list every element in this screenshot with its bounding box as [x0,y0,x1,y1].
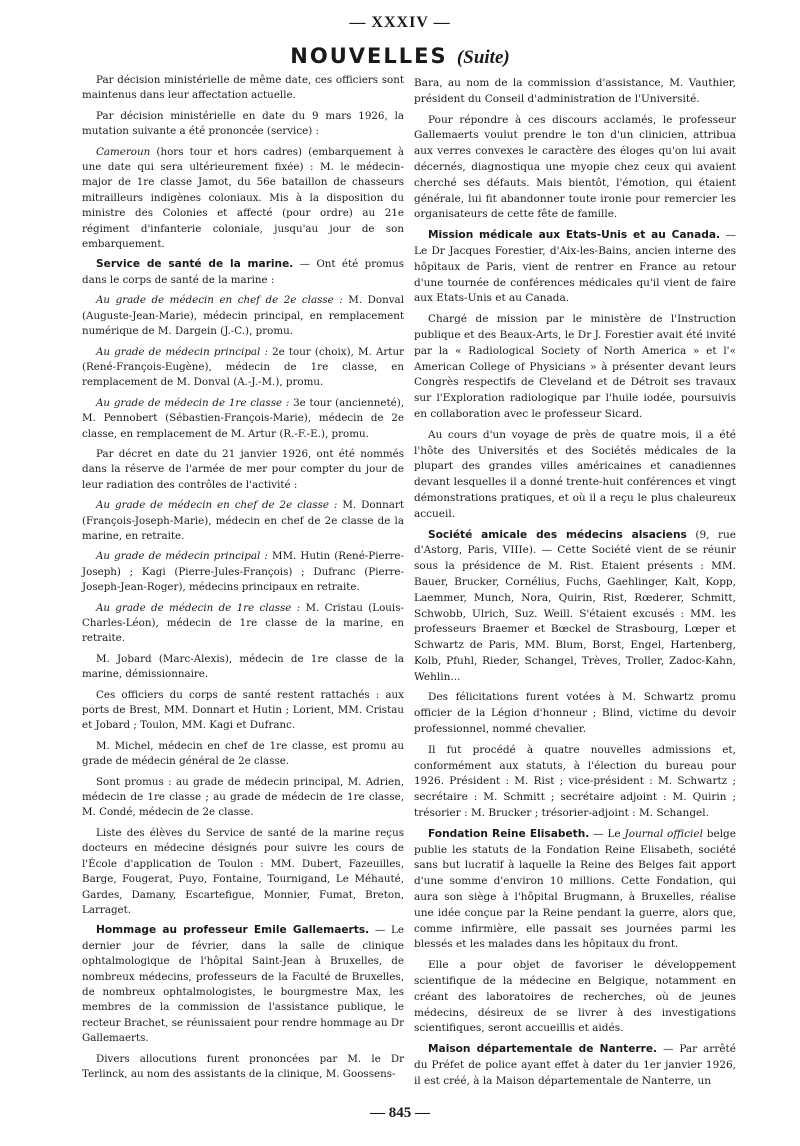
paragraph: Pour répondre à ces discours acclamés, le professeur Gallemaerts voulut prendre le ton d'un clinicien, attribua aux verres convexes le caractère des éloges qu'on lui avait décernés, diagnostiqua une myopie chez ceux qui avaient cherché ses défauts. Mais bientôt, l'émotion, qui étaient générale, lui fit abandonner toute ironie pour remercier les organisateurs de cette fête de famille. [414,113,736,221]
grade-label: Au grade de médecin principal : [96,345,268,358]
page-title [0,44,800,69]
paragraph: Bara, au nom de la commission d'assistance, M. Vauthier, président du Conseil d'administration de l'Université. [414,77,736,105]
section-paragraph: Mission médicale aux Etats-Unis et au Canada. — Le Dr Jacques Forestier, d'Aix-les-Bains, ancien interne des hôpitaux de Paris, vient de rentrer en France au retour d'une tournée de conférences médicales qu'il vient de faire aux Etats-Unis et au Canada. [414,229,736,305]
section-heading: Service de santé de la marine. [96,258,294,271]
paragraph: Elle a pour objet de favoriser le développement scientifique de la médecine en Belgique, notamment en créant des laboratoires de recherches, où de jeunes médecins, désireux de se livrer à des investigations scientifiques, seront accueillis et aidés. [414,959,736,1035]
paragraph: Liste des élèves du Service de santé de la marine reçus docteurs en médecine désignés pour suivre les cours de l'École d'application de Toulon : MM. Dubert, Fazeuilles, Barge, Fougerat, Puyo, Fontaine, Tournigand, Le Méhauté, Gardes, Damany, Escartefigue, Monnier, Fumat, Breton, Larraget. [82,826,404,916]
paragraph: Au grade de médecin de 1re classe : 3e tour (ancienneté), M. Pennobert (Sébastien-François-Marie), médecin de 2e classe, en remplacement de M. Artur (R.-F.-E.), promu. [82,396,404,440]
folio-page-number: — 845 — [370,1105,430,1121]
section-paragraph: Hommage au professeur Emile Gallemaerts. — Le dernier jour de février, dans la salle de clinique ophtalmologique de l'hôpital Saint-Jean à Bruxelles, de nombreux médecins, professeurs de la Faculté de Bruxelles, de nombreux ophtalmologistes, le bourgmestre Max, les membres de la commission de l'assistance publique, le recteur Brachet, se réunissaient pour rendre hommage au Dr Gallemaerts. [82,924,404,1045]
right-column [414,76,736,1095]
grade-label: Au grade de médecin principal : [96,550,268,563]
paragraph: M. Jobard (Marc-Alexis), médecin de 1re classe de la marine, démissionnaire. [82,652,404,681]
paragraph: Au grade de médecin principal : 2e tour (choix), M. Artur (René-François-Eugène), médecin de 1re classe, en remplacement de M. Donval (A.-J.-M.), promu. [82,345,404,389]
paragraph: M. Michel, médecin en chef de 1re classe, est promu au grade de médecin général de 2e classe. [82,739,404,768]
paragraph: Chargé de mission par le ministère de l'Instruction publique et des Beaux-Arts, le Dr J. Forestier avait été invité par la « Radiological Society of North America » et l'« American College of Physicians » à présenter devant leurs Congrès respectifs de Cleveland et de Détroit ses travaux sur l'Exploration radiologique par l'huile iodée, poursuivis en collaboration avec le professeur Sicard. [414,313,736,420]
section-paragraph: Service de santé de la marine. — Ont été promus dans le corps de santé de la marine : [82,258,404,286]
paragraph: Au grade de médecin principal : MM. Hutin (René-Pierre-Joseph) ; Kagi (Pierre-Jules-François) ; Dufranc (Pierre-Joseph-Jean-Roger), médecins principaux en retraite. [82,550,404,594]
section-paragraph: Société amicale des médecins alsaciens (9, rue d'Astorg, Paris, VIIIe). — Cette Société vient de se réunir sous la présidence de M. Rist. Etaient présents : MM. Bauer, Brucker, Cornélius, Fuchs, Gaehlinger, Kalt, Kopp, Laemmer, Munch, Nora, Quirin, Rist, Rœderer, Schmitt, Schwobb, Ulrich, Suz. Weill. S'étaient excusés : MM. les professeurs Braemer et Bœckel de Strasbourg, Lœper et Schwartz de Paris, MM. Blum, Borst, Engel, Hartenberg, Kolb, Pfuhl, Rieder, Schangel, Trèves, Troller, Zadoc-Kahn, Wehlin... [414,528,736,683]
title-suffix: (Suite) [456,47,510,68]
left-column [82,73,404,1087]
italic-label: Cameroun [96,145,151,158]
section-paragraph: Fondation Reine Elisabeth. — Le Journal officiel belge publie les statuts de la Fondation Reine Elisabeth, société sans but lucratif à laquelle la Reine des Belges fait apport d'une somme d'environ 10 millions. Cette Fondation, qui aura son siège à l'hôpital Brugmann, à Bruxelles, réalise une idée conçue par la Reine pendant la guerre, alors que, comme infirmière, elle passait ses journées parmi les blessés et les malades dans les hôpitaux du front. [414,827,736,951]
title-text: NOUVELLES [290,44,448,68]
grade-label: Au grade de médecin en chef de 2e classe : [96,294,343,307]
section-heading: Hommage au professeur Emile Gallemaerts. [96,924,370,937]
section-heading: Société amicale des médecins alsaciens [428,528,687,541]
roman-page-number: — XXXIV — [349,14,451,31]
grade-label: Au grade de médecin de 1re classe : [96,396,290,409]
paragraph: Au grade de médecin en chef de 2e classe : M. Donnart (François-Joseph-Marie), médecin en chef de 2e classe de la marine, en retraite. [82,499,404,542]
section-paragraph: Maison départementale de Nanterre. — Par arrêté du Préfet de police ayant effet à dater du 1er janvier 1926, il est créé, à la Maison départementale de Nanterre, un [414,1043,736,1087]
paragraph: Sont promus : au grade de médecin principal, M. Adrien, médecin de 1re classe ; au grade de médecin de 1re classe, M. Condé, médecin de 2e classe. [82,775,404,819]
journal-title: Journal officiel [624,827,703,840]
paragraph: Ces officiers du corps de santé restent rattachés : aux ports de Brest, MM. Donnart et Hutin ; Lorient, MM. Cristau et Jobard ; Toulon, MM. Kagi et Dufranc. [82,688,404,732]
section-heading: Maison départementale de Nanterre. [428,1043,658,1056]
paragraph: Au cours d'un voyage de près de quatre mois, il a été l'hôte des Universités et des Sociétés médicales de la plupart des grandes villes américaines et canadiennes devant lesquelles il a donné trente-huit conférences et vingt démonstrations pratiques, et où il a reçu le plus chaleureux accueil. [414,428,736,520]
paragraph: Par décret en date du 21 janvier 1926, ont été nommés dans la réserve de l'armée de mer pour compter du jour de leur radiation des contrôles de l'activité : [82,447,404,491]
paragraph: Des félicitations furent votées à M. Schwartz promu officier de la Légion d'honneur ; Blind, victime du devoir professionnel, nommé chevalier. [414,691,736,736]
paragraph: Cameroun (hors tour et hors cadres) (embarquement à une date qui sera ultérieurement fixée) : M. le médecin-major de 1re classe Jamot, du 56e bataillon de chasseurs mitrailleurs indigènes coloniaux. Mis à la disposition du ministre des Colonies et affecté (pour ordre) au 21e régiment d'infanterie coloniale, jusqu'au jour de son embarquement. [82,145,404,251]
paragraph: Divers allocutions furent prononcées par M. le Dr Terlinck, au nom des assistants de la clinique, M. Goossens- [82,1052,404,1080]
paragraph: Par décision ministérielle de même date, ces officiers sont maintenus dans leur affectation actuelle. [82,74,404,102]
paragraph: Au grade de médecin en chef de 2e classe : M. Donval (Auguste-Jean-Marie), médecin principal, en remplacement numérique de M. Dargein (J.-C.), promu. [82,294,404,338]
grade-label: Au grade de médecin en chef de 2e classe : [96,499,338,512]
paragraph: Au grade de médecin de 1re classe : M. Cristau (Louis-Charles-Léon), médecin de 1re classe de la marine, en retraite. [82,601,404,645]
grade-label: Au grade de médecin de 1re classe : [96,601,301,614]
paragraph: Il fut procédé à quatre nouvelles admissions et, conformément aux statuts, à l'élection du bureau pour 1926. Président : M. Rist ; vice-président : M. Schwartz ; secrétaire : M. Schmitt ; secrétaire adjoint : M. Quirin ; trésorier : M. Brucker ; trésorier-adjoint : M. Schangel. [414,743,736,820]
section-heading: Fondation Reine Elisabeth. [428,827,590,840]
section-heading: Mission médicale aux Etats-Unis et au Canada. [428,229,721,242]
paragraph: Par décision ministérielle en date du 9 mars 1926, la mutation suivante a été prononcée (service) : [82,109,404,138]
